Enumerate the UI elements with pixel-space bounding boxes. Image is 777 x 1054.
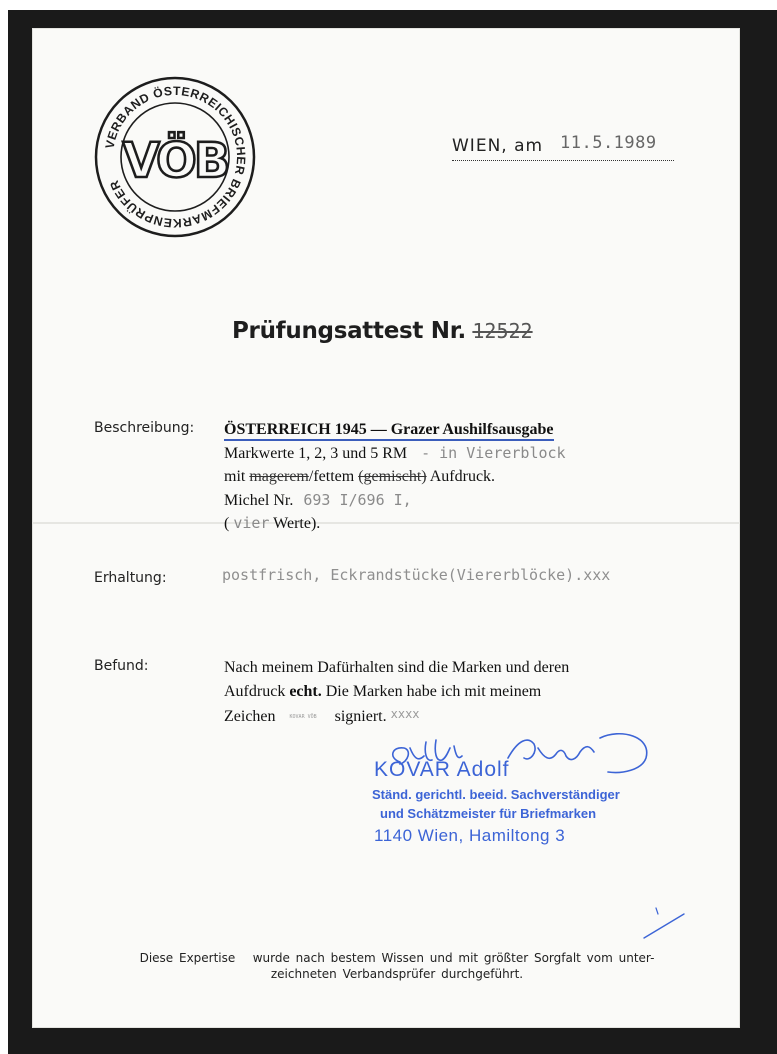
label-befund: Befund: [94, 658, 149, 674]
footer-note [102, 950, 692, 982]
label-erhaltung: Erhaltung: [94, 570, 167, 586]
description-values: Markwerte 1, 2, 3 und 5 RM [224, 444, 408, 462]
description-count: vier [233, 514, 270, 532]
description-mit: mit [224, 468, 246, 485]
description-aufdruck: Aufdruck. [429, 468, 496, 485]
title-text: Prüfungsattest Nr. [232, 318, 466, 344]
stamp-address: 1140 Wien, Hamiltong 3 [374, 826, 566, 845]
description-magerem: magerem [249, 468, 309, 485]
expert-stamp [358, 718, 658, 858]
scan-border-top [0, 0, 777, 10]
certificate-number: 12522 [472, 319, 533, 343]
findings-line-2 [224, 680, 664, 704]
condition-value: postfrisch, Eckrandstücke(Viererblöcke).xxx [222, 566, 611, 584]
seal-monogram: VÖB [122, 133, 228, 189]
description-michel-number: 693 I/696 I, [303, 490, 412, 509]
findings-signiert: signiert. [334, 708, 387, 725]
label-beschreibung: Beschreibung: [94, 420, 195, 436]
footer-line-1: Diese Expertise wurde nach bestem Wissen und mit größter Sorgfalt vom unter- [139, 951, 655, 965]
stamp-name: KOVAR Adolf [374, 758, 510, 781]
description-gemischt: (gemischt) [358, 468, 427, 485]
seal-ring-text: VERBAND ÖSTERREICHISCHER BRIEFMARKENPRÜFER [102, 83, 249, 231]
findings-xxxx: xxxx [390, 707, 420, 721]
findings-zeichen: Zeichen [224, 708, 276, 725]
description-block [224, 418, 684, 536]
certificate-page [32, 28, 740, 1028]
findings-line-1: Nach meinem Dafürhalten sind die Marken und deren [224, 659, 570, 676]
findings-aufdruck: Aufdruck [224, 682, 286, 700]
certificate-title [232, 318, 533, 344]
description-paren: ( [224, 515, 230, 532]
issue-date: 11.5.1989 [560, 133, 657, 153]
findings-genuine: echt. [289, 682, 322, 700]
pen-mark [640, 904, 690, 944]
description-heading: ÖSTERREICH 1945 — Grazer Aushilfsausgabe [224, 421, 554, 441]
stamp-title-2: und Schätzmeister für Briefmarken [380, 806, 597, 821]
expert-mark: KOVAR VÖB [289, 713, 317, 720]
place-label: WIEN, am [452, 136, 544, 156]
description-michel-label: Michel Nr. [224, 491, 294, 509]
description-werte: Werte). [273, 515, 321, 532]
description-fettem: /fettem [308, 468, 355, 485]
stamp-title-1: Ständ. gerichtl. beeid. Sachverständiger [372, 787, 620, 802]
voeb-seal [94, 76, 256, 238]
place-date-line [452, 130, 674, 161]
description-block-type: - in Viererblock [421, 443, 566, 462]
findings-signed-text: Die Marken habe ich mit meinem [325, 682, 542, 700]
footer-line-2: zeichneten Verbandsprüfer durchgeführt. [270, 967, 524, 981]
scan-border-left [0, 0, 8, 1054]
